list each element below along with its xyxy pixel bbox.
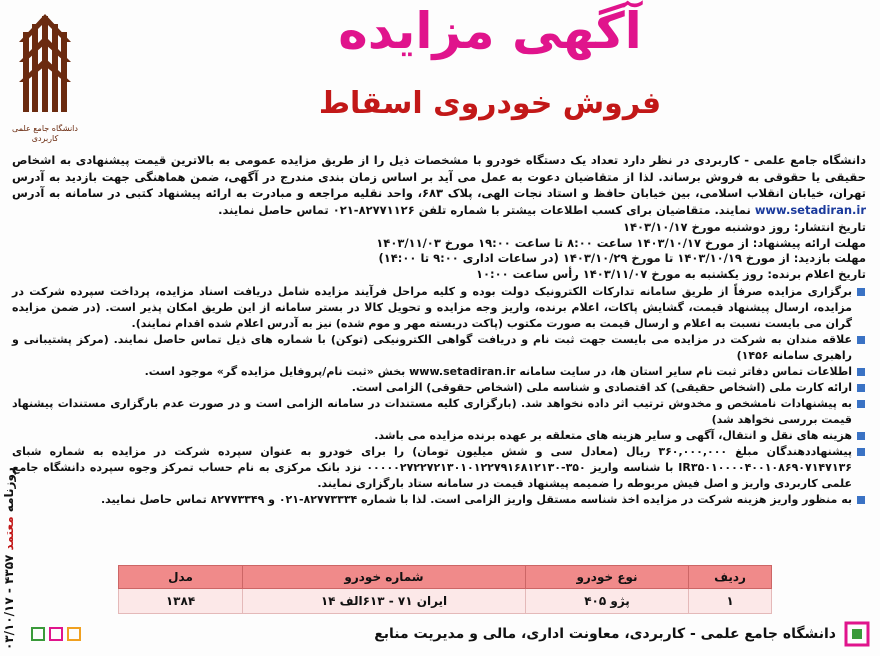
newspaper-issue: ۴۳۵۷ - ۰۳/۱۰/۱۷ [2,554,16,650]
vehicle-table [118,565,772,614]
org-name: دانشگاه جامع علمی - کاربردی [694,153,866,167]
date-offer-deadline: مهلت ارائه پیشنهاد: از مورخ ۱۴۰۳/۱۰/۱۷ ساعت ۸:۰۰ تا ساعت ۱۹:۰۰ مورخ ۱۴۰۳/۱۱/۰۳ [376,235,866,250]
footer-text: دانشگاه جامع علمی - کاربردی، معاونت اداری، مالی و مدیریت منابع [374,626,836,642]
newspaper-label: روزنامه معتمد ۴۳۵۷ - ۰۳/۱۰/۱۷ [2,467,16,650]
intro-paragraph [12,152,866,218]
page-subtitle: فروش خودروی اسقاط [318,86,662,121]
notice-body [12,152,866,520]
university-logo [10,12,80,162]
newspaper-strip [0,330,20,650]
date-winner-announce: تاریخ اعلام برنده: روز یکشنبه به مورخ ۱۴۰۳/۱۱/۰۷ رأس ساعت ۱۰:۰۰ [475,266,866,281]
dates-section [12,220,866,282]
footer-emblem-icon [844,621,870,647]
table-row [119,589,772,614]
list-item: به منظور واریز هزینه شرکت در مزایده اخذ شناسه مستقل واریز الزامی است. لذا با شماره ۸۲۷۷۳۳۳۴-۰۲۱ و ۸۲۷۷۳۳۴۹ تماس حاصل نمایید. [12,492,866,508]
logo-caption: دانشگاه جامع علمی کاربردی [12,124,78,143]
col-vehicle-type: نوع خودرو [526,566,689,589]
list-item: برگزاری مزایده صرفاً از طریق سامانه تدارکات الکترونیک دولت بوده و کلیه مراحل فرآیند مزایده شامل دریافت اسناد مزایده، پرداخت سپرده شرکت در مزایده، ارسال پیشنهاد قیمت، گشایش پاکات، اعلام برنده، واریز وجه مزایده و تحویل کالا در بستر سامانه از این طریق امکان پذیر است. (در ضمن مزایده گران می بایست نسبت به اعلام و ارسال قیمت به صورت مکتوب (پاکت دربسته مهر و موم شده) نیز به آدرس اعلام شده اقدام نمایند). [12,284,866,332]
intro-text: در نظر دارد تعداد یک دستگاه خودرو با مشخصات ذیل را از طریق مزایده عمومی به بالاترین قیمت پیشنهادی به اشخاص حقیقی یا حقوقی به فروش برساند. لذا از متقاضیان دعوت به عمل می آید بر اساس زمان بندی مندرج در آگهی، ضمن هماهنگی جهت بازدید به آدرس تهران، خیابان انقلاب اسلامی، بین خیابان حافظ و استاد نجات الهی، پلاک ۶۸۳، واحد نقلیه مراجعه و مبادرت به ارائه پیشنهاد کتبی در سامانه به آدرس [12,153,866,200]
page-title: آگهی مزایده [338,2,642,60]
list-item: ارائه کارت ملی (اشخاص حقیقی) کد اقتصادی و شناسه ملی (اشخاص حقوقی) الزامی است. [12,380,866,396]
footer [30,620,870,648]
date-visit: مهلت بازدید: از مورخ ۱۴۰۳/۱۰/۱۹ تا مورخ ۱۴۰۳/۱۰/۲۹ (در ساعات اداری ۹:۰۰ تا ۱۴:۰۰) [378,251,866,265]
col-row-number: ردیف [689,566,772,589]
date-publish: تاریخ انتشار: روز دوشنبه مورخ ۱۴۰۳/۱۰/۱۷ [623,220,866,234]
newspaper-name: معتمد [2,516,16,551]
list-item: پیشنهاددهندگان مبلغ ۳۶۰,۰۰۰,۰۰۰ ریال (معادل سی و شش میلیون تومان) را برای خودرو به عنوان سپرده شرکت در مزایده به شماره شبای IR۳۵۰۱۰۰۰۰۴۰۰۱۰۸۶۹۰۷۱۴۷۱۳۶ با شناسه واریز ۳۵۰-۰۰۰۰۰۲۷۲۲۷۲۱۳۰۱۰۱۲۲۷۹۱۶۸۱۲۱۳۰ نزد بانک مرکزی به نام حساب تمرکز وجوه سپرده دانشگاه جامع علمی کاربردی واریز و اصل فیش مربوطه را ضمیمه پیشنهاد قیمت در سامانه ستاد بارگزاری نمایند. [12,444,866,492]
cell-plate-number: ایران ۷۱ - ۶۱۳الف ۱۴ [243,589,526,614]
table-header-row [119,566,772,589]
intro-text-2: نمایند. متقاضیان برای کسب اطلاعات بیشتر با شماره تلفن ۸۲۷۷۱۱۲۶-۰۲۱ تماس حاصل نمایند. [218,202,755,217]
conditions-list [12,284,866,508]
list-item: علاقه مندان به شرکت در مزایده می بایست جهت ثبت نام و دریافت گواهی الکترونیکی (توکن) با شماره های ذیل تماس حاصل نمایند. (مرکز پشتیبانی و راهبری سامانه ۱۴۵۶) [12,332,866,364]
list-item: اطلاعات تماس دفاتر ثبت نام سایر استان ها، در سایت سامانه www.setadiran.ir بخش «ثبت نام/پروفایل مزایده گر» موجود است. [12,364,866,380]
cell-model: ۱۳۸۴ [119,589,243,614]
university-emblem-icon [17,12,73,122]
setadiran-link[interactable]: www.setadiran.ir [754,202,866,217]
list-item: به پیشنهادات نامشخص و مخدوش ترتیب اثر داده نخواهد شد. (بارگزاری کلیه مستندات در سامانه الزامی است و در صورت عدم بارگزاری مستندات پیشنهاد قیمت بررسی نخواهد شد) [12,396,866,428]
list-item: هزینه های نقل و انتقال، آگهی و سایر هزینه های متعلقه بر عهده برنده مزایده می باشد. [12,428,866,444]
col-plate-number: شماره خودرو [243,566,526,589]
col-model: مدل [119,566,243,589]
footer-decoration-icon [30,624,100,644]
cell-vehicle-type: پژو ۴۰۵ [526,589,689,614]
cell-row-number: ۱ [689,589,772,614]
